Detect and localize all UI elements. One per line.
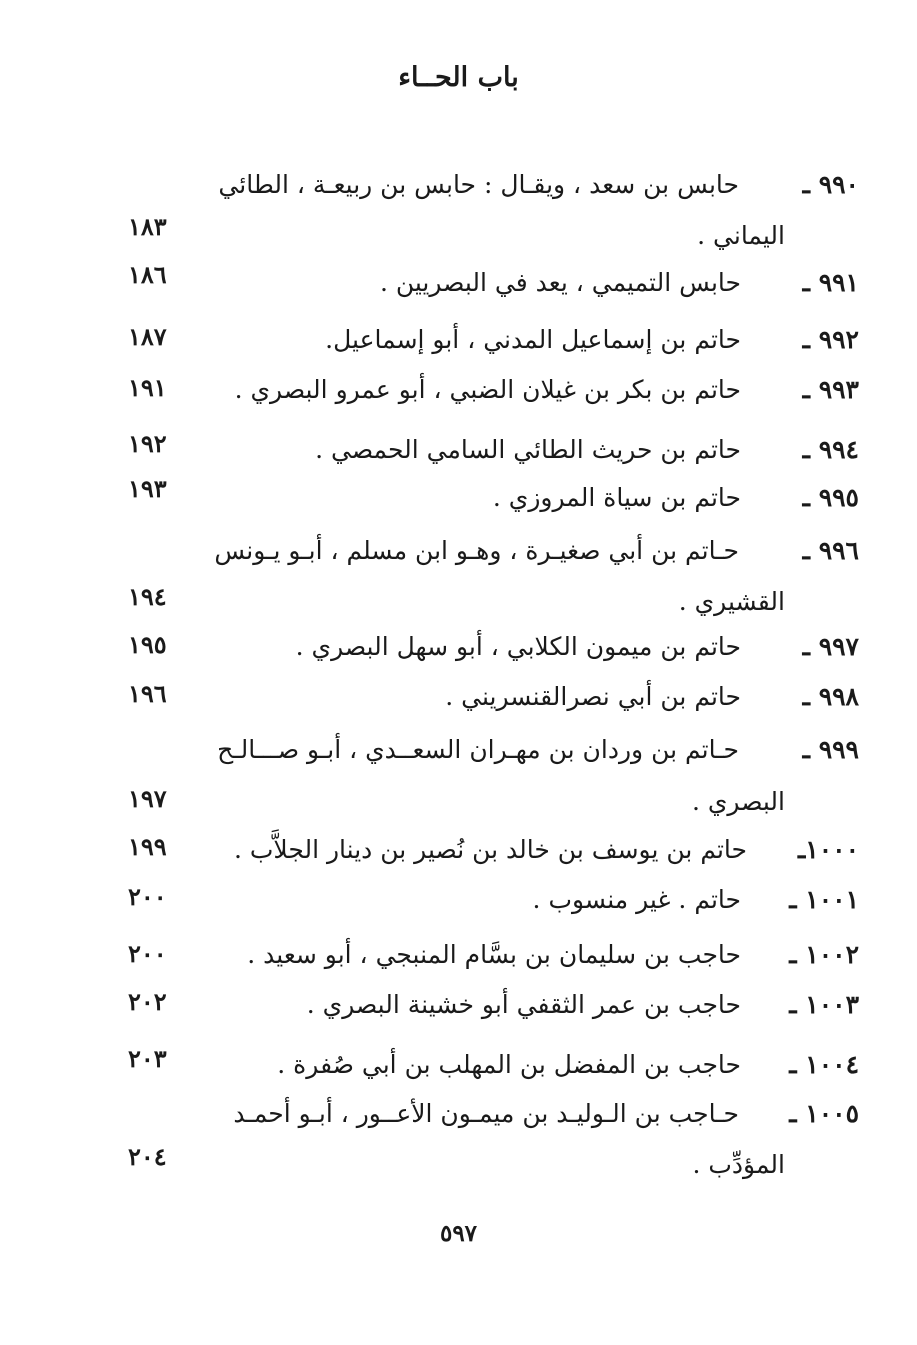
page-number: ٥٩٧ (439, 1220, 478, 1247)
page-reference: ٢٠٤ (128, 1142, 167, 1171)
entry-text: حاتم بن ميمون الكلابي ، أبو سهل البصري . (295, 632, 741, 661)
entry-text: حـاتم بن أبي صغيـرة ، وهـو ابن مسلم ، أبـو يـونس (214, 536, 739, 565)
page-reference: ٢٠٣ (128, 1044, 167, 1073)
page-reference: ١٨٦ (128, 260, 167, 289)
entry-number: ٩٩٧ ـ (802, 632, 859, 661)
entry-text: حاجب بن سليمان بن بسَّام المنبجي ، أبو سعيد . (247, 940, 741, 969)
page-reference: ١٩٧ (128, 784, 167, 813)
page-reference: ١٨٧ (128, 322, 167, 351)
entry-continuation: اليماني . (697, 221, 785, 250)
entry-number: ٩٩٩ ـ (802, 735, 859, 764)
entry-continuation: البصري . (691, 787, 785, 816)
entry-number: ٩٩٦ ـ (802, 536, 859, 565)
page-reference: ٢٠٠ (128, 882, 167, 911)
entry-number: ٩٩٥ ـ (802, 483, 859, 512)
entry-text: حاتم . غير منسوب . (532, 885, 741, 914)
entry-number: ٩٩٨ ـ (802, 682, 859, 711)
entry-text: حاجب بن عمر الثقفي أبو خشينة البصري . (306, 990, 741, 1019)
entry-text: حـاتم بن وردان بن مهـران السعــدي ، أبـو صـــالـح (217, 735, 739, 764)
entry-continuation: المؤدِّب . (692, 1150, 785, 1179)
entry-text: حاتم بن أبي نصرالقنسريني . (445, 682, 741, 711)
entry-number: ١٠٠٥ ـ (789, 1099, 859, 1128)
entry-text: حابس بن سعد ، ويقـال : حابس بن ربيعـة ، الطائي (218, 170, 739, 199)
entry-text: حاتم بن سياة المروزي . (492, 483, 741, 512)
entry-number: ٩٩٤ ـ (802, 435, 859, 464)
entry-number: ١٠٠٠ـ (797, 835, 859, 864)
page-reference: ١٩٦ (128, 679, 167, 708)
entry-text: حاتم بن إسماعيل المدني ، أبو إسماعيل. (325, 325, 741, 354)
entry-number: ٩٩٣ ـ (802, 375, 859, 404)
entry-number: ٩٩٠ ـ (802, 170, 859, 199)
entry-text: حاتم بن حريث الطائي السامي الحمصي . (315, 435, 741, 464)
entry-number: ٩٩٢ ـ (802, 325, 859, 354)
entry-text: حاجب بن المفضل بن المهلب بن أبي صُفرة . (277, 1050, 741, 1079)
entry-continuation: القشيري . (678, 587, 785, 616)
page-reference: ١٩٥ (128, 630, 167, 659)
page-reference: ٢٠٢ (128, 987, 167, 1016)
page-reference: ١٩٢ (128, 429, 167, 458)
entry-number: ١٠٠٤ ـ (789, 1050, 859, 1079)
page-reference: ١٩٣ (128, 474, 167, 503)
page-reference: ٢٠٠ (128, 939, 167, 968)
entry-text: حابس التميمي ، يعد في البصريين . (379, 268, 741, 297)
entry-text: حاتم بن بكر بن غيلان الضبي ، أبو عمرو البصري . (234, 375, 741, 404)
page-reference: ١٨٣ (128, 212, 167, 241)
entry-number: ٩٩١ ـ (802, 268, 859, 297)
entry-text: حاتم بن يوسف بن خالد بن نُصير بن دينار الجلاَّب . (233, 835, 747, 864)
page-reference: ١٩١ (128, 373, 167, 402)
chapter-header: باب الحــاء (398, 62, 519, 93)
entry-number: ١٠٠١ ـ (789, 885, 859, 914)
page-reference: ١٩٤ (128, 582, 167, 611)
entry-number: ١٠٠٢ ـ (789, 940, 859, 969)
entry-text: حـاجب بن الـوليـد بن ميمـون الأعــور ، أبـو أحمـد (233, 1099, 739, 1128)
page-reference: ١٩٩ (128, 832, 167, 861)
entry-number: ١٠٠٣ ـ (789, 990, 859, 1019)
